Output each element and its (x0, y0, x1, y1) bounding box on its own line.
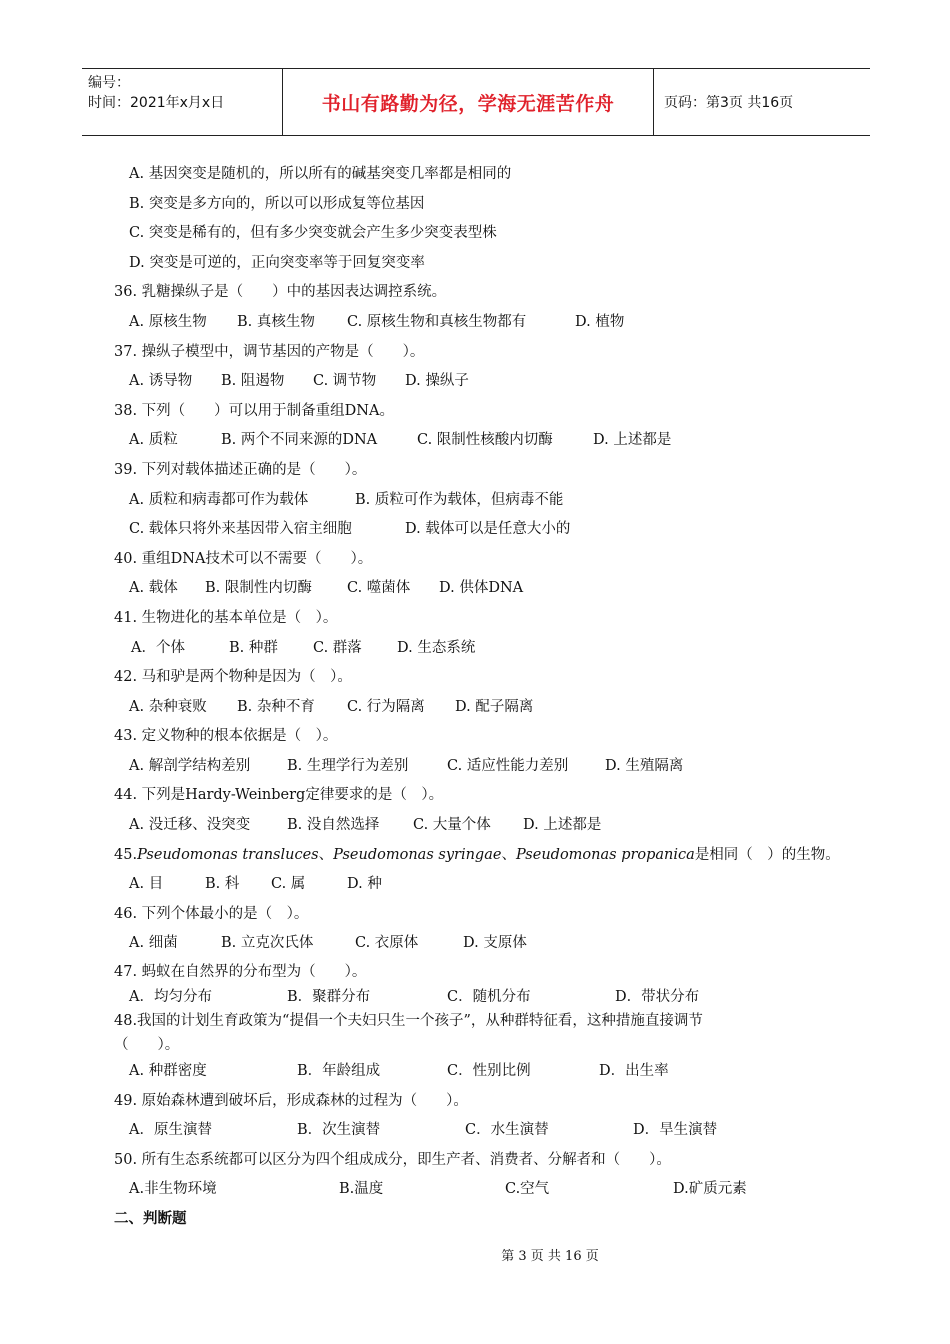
page-header (82, 68, 870, 136)
option-line: A. 解剖学结构差别 B. 生理学行为差别 C. 适应性能力差别 D. 生殖隔离 (129, 757, 684, 774)
page-footer: 第 3 页 共 16 页 (501, 1249, 599, 1264)
option-line: A. 杂种衰败 B. 杂种不育 C. 行为隔离 D. 配子隔离 (129, 698, 534, 715)
option-line: A．原生演替 B．次生演替 C．水生演替 D．旱生演替 (129, 1122, 718, 1139)
option-line: A. 细菌 B. 立克次氏体 C. 衣原体 D. 支原体 (129, 935, 527, 952)
option-line: A. 没迁移、没突变 B. 没自然选择 C. 大量个体 D. 上述都是 (129, 817, 602, 834)
section-title: 二、判断题 (114, 1211, 187, 1227)
question-stem: 38. 下列（ ）可以用于制备重组DNA。 (114, 402, 394, 419)
question-stem: 44. 下列是Hardy-Weinberg定律要求的是（ ）。 (114, 787, 444, 804)
number-label: 编号： (88, 75, 130, 91)
question-stem: 49. 原始森林遭到破坏后，形成森林的过程为（ ）。 (114, 1092, 468, 1109)
option-line: A. 载体 B. 限制性内切酶 C. 噬菌体 D. 供体DNA (129, 580, 524, 597)
question-stem: 50. 所有生态系统都可以区分为四个组成成分，即生产者、消费者、分解者和（ ）。 (114, 1151, 671, 1168)
option-line: A. 质粒 B. 两个不同来源的DNA C. 限制性核酸内切酶 D. 上述都是 (129, 432, 672, 449)
option-line: C. 突变是稀有的，但有多少突变就会产生多少突变表型株 (129, 225, 497, 242)
option-line: A. 基因突变是随机的，所以所有的碱基突变几率都是相同的 (129, 166, 512, 182)
question-stem: 37. 操纵子模型中，调节基因的产物是（ ）。 (114, 343, 425, 360)
option-line: A. 种群密度 B．年龄组成 C．性别比例 D．出生率 (129, 1063, 669, 1080)
option-line: B. 突变是多方向的，所以可以形成复等位基因 (129, 195, 425, 212)
question-list (114, 160, 874, 1234)
date-label: 时间：2021年x月x日 (88, 95, 225, 111)
header-motto: 书山有路勤为径，学海无涯苦作舟 (282, 69, 654, 135)
question-stem: 46. 下列个体最小的是（ ）。 (114, 905, 309, 922)
question-stem: 48.我国的计划生育政策为“提倡一个夫妇只生一个孩子”，从种群特征看，这种措施直接调节 (114, 1013, 703, 1030)
header-page-info: 页码：第3页 共16页 (664, 95, 794, 111)
question-stem: 45.Pseudomonas transluces、Pseudomonas syringae、Pseudomonas propanica是相同（ ）的生物。 (114, 846, 840, 863)
question-stem-cont: （ ）。 (114, 1037, 180, 1054)
question-stem: 43. 定义物种的根本依据是（ ）。 (114, 728, 338, 745)
option-line: C. 载体只将外来基因带入宿主细胞 D. 载体可以是任意大小的 (129, 521, 571, 538)
header-meta (82, 69, 282, 135)
option-line: A. 质粒和病毒都可作为载体 B. 质粒可作为载体，但病毒不能 (129, 491, 564, 508)
question-stem: 39. 下列对载体描述正确的是（ ）。 (114, 461, 367, 478)
option-line: A. 诱导物 B. 阻遏物 C. 调节物 D. 操纵子 (129, 373, 469, 390)
question-stem: 40. 重组DNA技术可以不需要（ ）。 (114, 550, 373, 567)
option-line: A. 目 B. 科 C. 属 D. 种 (129, 876, 382, 893)
question-stem: 36. 乳糖操纵子是（ ）中的基因表达调控系统。 (114, 284, 447, 301)
option-line: D. 突变是可逆的，正向突变率等于回复突变率 (129, 254, 425, 271)
option-line: A. 原核生物 B. 真核生物 C. 原核生物和真核生物都有 D. 植物 (129, 313, 625, 330)
option-line: A．个体 B. 种群 C. 群落 D. 生态系统 (131, 639, 476, 656)
option-line: A.非生物环境 B.温度 C.空气 D.矿质元素 (129, 1181, 747, 1198)
question-stem: 47. 蚂蚁在自然界的分布型为（ ）。 (114, 964, 367, 981)
question-stem: 41. 生物进化的基本单位是（ ）。 (114, 609, 338, 626)
question-stem: 42. 马和驴是两个物种是因为（ ）。 (114, 669, 352, 686)
option-line: A．均匀分布 B．聚群分布 C．随机分布 D．带状分布 (129, 989, 700, 1006)
